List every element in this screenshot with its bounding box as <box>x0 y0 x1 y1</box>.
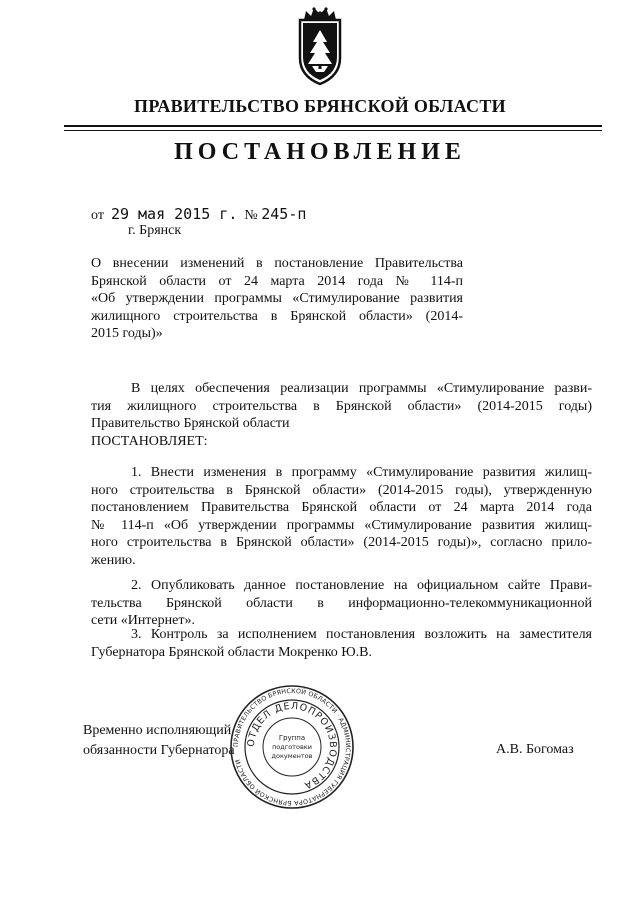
document-subject <box>91 255 463 343</box>
header-rule-thick <box>64 125 602 127</box>
stamp-center-line: документов <box>271 752 313 760</box>
preamble-line: Правительство Брянской области <box>91 416 290 432</box>
stamp-center-line: Группа <box>278 734 306 742</box>
document-type-title: ПОСТАНОВЛЕНИЕ <box>174 139 466 165</box>
item-1-line: постановлением Правительства Брянской области от 24 марта 2014 года <box>91 500 592 516</box>
item-1-paragraph <box>91 464 592 570</box>
from-label: от <box>91 208 104 223</box>
item-2-line: тельства Брянской области в информационно-телекоммуникационной <box>91 595 592 611</box>
subject-line: «Об утверждении программы «Стимулирование развития <box>91 291 463 307</box>
item-2-line: 2. Опубликовать данное постановление на официальном сайте Прави- <box>131 578 592 593</box>
item-1-line: № 114-п «Об утверждении программы «Стимулирование развития жилищ- <box>91 517 592 533</box>
organization-title: ПРАВИТЕЛЬСТВО БРЯНСКОЙ ОБЛАСТИ <box>134 96 506 116</box>
signatory-name: А.В. Богомаз <box>496 742 574 757</box>
registration-line <box>91 205 306 224</box>
subject-line: жилищного строительства в Брянской области» (2014- <box>91 308 463 324</box>
document-date: 29 мая 2015 г. <box>110 205 238 223</box>
number-label: № <box>244 208 258 223</box>
item-1-line: жению. <box>91 552 136 568</box>
position-line: обязанности Губернатора <box>83 743 235 758</box>
item-3-paragraph <box>91 626 592 661</box>
item-1-line: 1. Внести изменения в программу «Стимулирование развития жилищ- <box>131 465 592 480</box>
subject-line: О внесении изменений в постановление Правительства <box>91 256 463 271</box>
item-3-line: Губернатора Брянской области Мокренко Ю.В. <box>91 644 373 660</box>
item-1-line: ного строительства в Брянской области» (2014-2015 годы), утвержденную <box>91 482 592 498</box>
coat-of-arms-emblem <box>294 6 346 88</box>
official-stamp <box>229 684 355 810</box>
item-3-line: 3. Контроль за исполнением постановления возложить на заместителя <box>131 627 592 642</box>
document-city: г. Брянск <box>128 223 182 238</box>
preamble-line: В целях обеспечения реализации программы «Стимулирование разви- <box>131 381 592 396</box>
position-line: Временно исполняющий <box>83 723 232 738</box>
item-1-line: ного строительства в Брянской области» (2014-2015 годы)», согласно прило- <box>91 535 592 551</box>
header-rule-thin <box>64 130 602 131</box>
stamp-department-text: ОТДЕЛ ДЕЛОПРОИЗВОДСТВА <box>245 700 339 791</box>
stamp-outer-text: ПРАВИТЕЛЬСТВО БРЯНСКОЙ ОБЛАСТИ · АДМИНИСТРАЦИЯ ГУБЕРНАТОРА БРЯНСКОЙ ОБЛАСТИ <box>232 687 352 807</box>
resolves-keyword: ПОСТАНОВЛЯЕТ: <box>91 433 208 449</box>
subject-line: Брянской области от 24 марта 2014 года № 114-п <box>91 273 463 289</box>
signatory-position <box>83 721 235 761</box>
preamble-paragraph <box>91 380 592 450</box>
stamp-center-line: подготовки <box>272 743 312 751</box>
item-2-line: сети «Интернет». <box>91 613 195 629</box>
preamble-line: тия жилищного строительства в Брянской области» (2014-2015 годы) <box>91 398 592 414</box>
subject-line: 2015 годы)» <box>91 326 163 342</box>
item-2-paragraph <box>91 577 592 630</box>
document-number: 245-п <box>261 205 307 223</box>
